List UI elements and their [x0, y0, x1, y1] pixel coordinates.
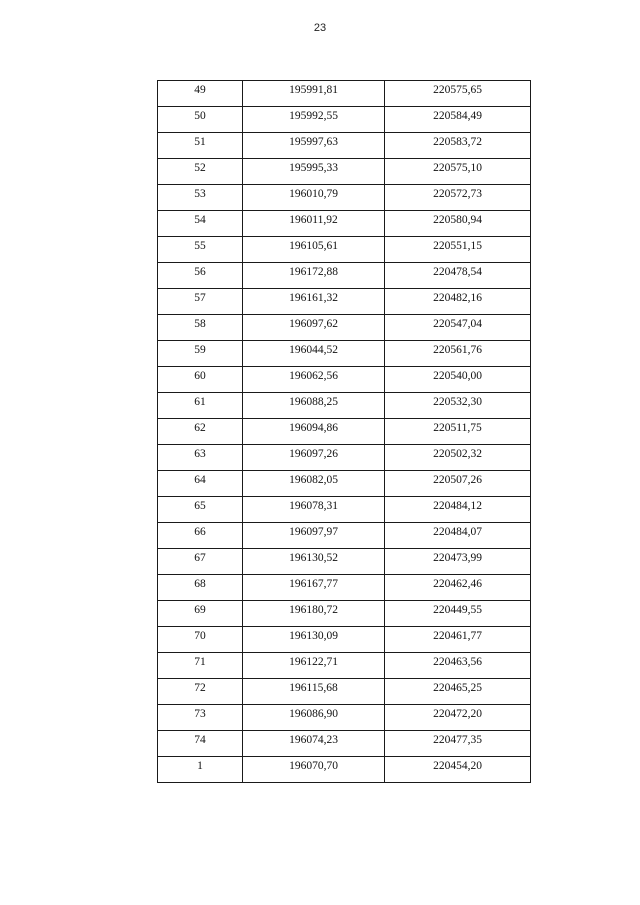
- table-row: [158, 757, 531, 783]
- y-coordinate-cell: 220583,72: [385, 133, 531, 159]
- y-coordinate-cell: 220532,30: [385, 393, 531, 419]
- table-row: [158, 497, 531, 523]
- coordinates-table-body: [158, 81, 531, 783]
- x-coordinate-cell: 195992,55: [243, 107, 385, 133]
- x-coordinate-cell: 196074,23: [243, 731, 385, 757]
- point-number-cell: 69: [158, 601, 243, 627]
- table-row: [158, 575, 531, 601]
- y-coordinate-cell: 220484,12: [385, 497, 531, 523]
- y-coordinate-cell: 220575,65: [385, 81, 531, 107]
- table-row: [158, 627, 531, 653]
- table-row: [158, 341, 531, 367]
- x-coordinate-cell: 195997,63: [243, 133, 385, 159]
- page-number: 23: [313, 22, 327, 34]
- y-coordinate-cell: 220547,04: [385, 315, 531, 341]
- point-number-cell: 50: [158, 107, 243, 133]
- y-coordinate-cell: 220551,15: [385, 237, 531, 263]
- point-number-cell: 73: [158, 705, 243, 731]
- point-number-cell: 64: [158, 471, 243, 497]
- table-row: [158, 549, 531, 575]
- table-row: [158, 185, 531, 211]
- y-coordinate-cell: 220482,16: [385, 289, 531, 315]
- y-coordinate-cell: 220572,73: [385, 185, 531, 211]
- x-coordinate-cell: 196062,56: [243, 367, 385, 393]
- y-coordinate-cell: 220507,26: [385, 471, 531, 497]
- x-coordinate-cell: 196172,88: [243, 263, 385, 289]
- x-coordinate-cell: 196094,86: [243, 419, 385, 445]
- y-coordinate-cell: 220449,55: [385, 601, 531, 627]
- x-coordinate-cell: 196082,05: [243, 471, 385, 497]
- point-number-cell: 72: [158, 679, 243, 705]
- table-row: [158, 653, 531, 679]
- table-row: [158, 289, 531, 315]
- table-row: [158, 731, 531, 757]
- x-coordinate-cell: 196161,32: [243, 289, 385, 315]
- point-number-cell: 53: [158, 185, 243, 211]
- table-row: [158, 679, 531, 705]
- point-number-cell: 67: [158, 549, 243, 575]
- x-coordinate-cell: 196070,70: [243, 757, 385, 783]
- x-coordinate-cell: 196097,62: [243, 315, 385, 341]
- table-row: [158, 393, 531, 419]
- point-number-cell: 55: [158, 237, 243, 263]
- table-row: [158, 211, 531, 237]
- table-row: [158, 419, 531, 445]
- table-row: [158, 315, 531, 341]
- x-coordinate-cell: 196130,52: [243, 549, 385, 575]
- x-coordinate-cell: 196105,61: [243, 237, 385, 263]
- x-coordinate-cell: 196115,68: [243, 679, 385, 705]
- point-number-cell: 59: [158, 341, 243, 367]
- point-number-cell: 62: [158, 419, 243, 445]
- y-coordinate-cell: 220511,75: [385, 419, 531, 445]
- y-coordinate-cell: 220575,10: [385, 159, 531, 185]
- point-number-cell: 71: [158, 653, 243, 679]
- y-coordinate-cell: 220454,20: [385, 757, 531, 783]
- y-coordinate-cell: 220462,46: [385, 575, 531, 601]
- y-coordinate-cell: 220465,25: [385, 679, 531, 705]
- coordinates-table: [157, 80, 531, 783]
- x-coordinate-cell: 196011,92: [243, 211, 385, 237]
- point-number-cell: 56: [158, 263, 243, 289]
- y-coordinate-cell: 220472,20: [385, 705, 531, 731]
- point-number-cell: 70: [158, 627, 243, 653]
- table-row: [158, 601, 531, 627]
- point-number-cell: 51: [158, 133, 243, 159]
- table-row: [158, 107, 531, 133]
- table-row: [158, 133, 531, 159]
- table-row: [158, 159, 531, 185]
- y-coordinate-cell: 220484,07: [385, 523, 531, 549]
- point-number-cell: 74: [158, 731, 243, 757]
- point-number-cell: 1: [158, 757, 243, 783]
- point-number-cell: 61: [158, 393, 243, 419]
- point-number-cell: 65: [158, 497, 243, 523]
- table-row: [158, 445, 531, 471]
- x-coordinate-cell: 195995,33: [243, 159, 385, 185]
- point-number-cell: 54: [158, 211, 243, 237]
- table-row: [158, 523, 531, 549]
- point-number-cell: 66: [158, 523, 243, 549]
- y-coordinate-cell: 220580,94: [385, 211, 531, 237]
- x-coordinate-cell: 196078,31: [243, 497, 385, 523]
- x-coordinate-cell: 196044,52: [243, 341, 385, 367]
- x-coordinate-cell: 196180,72: [243, 601, 385, 627]
- table-row: [158, 367, 531, 393]
- table-row: [158, 263, 531, 289]
- point-number-cell: 68: [158, 575, 243, 601]
- x-coordinate-cell: 196167,77: [243, 575, 385, 601]
- x-coordinate-cell: 196088,25: [243, 393, 385, 419]
- table-row: [158, 705, 531, 731]
- y-coordinate-cell: 220477,35: [385, 731, 531, 757]
- x-coordinate-cell: 196097,26: [243, 445, 385, 471]
- y-coordinate-cell: 220584,49: [385, 107, 531, 133]
- point-number-cell: 52: [158, 159, 243, 185]
- x-coordinate-cell: 196097,97: [243, 523, 385, 549]
- y-coordinate-cell: 220540,00: [385, 367, 531, 393]
- x-coordinate-cell: 196130,09: [243, 627, 385, 653]
- table-row: [158, 237, 531, 263]
- y-coordinate-cell: 220502,32: [385, 445, 531, 471]
- point-number-cell: 57: [158, 289, 243, 315]
- point-number-cell: 49: [158, 81, 243, 107]
- table-row: [158, 81, 531, 107]
- point-number-cell: 60: [158, 367, 243, 393]
- point-number-cell: 63: [158, 445, 243, 471]
- y-coordinate-cell: 220463,56: [385, 653, 531, 679]
- y-coordinate-cell: 220478,54: [385, 263, 531, 289]
- point-number-cell: 58: [158, 315, 243, 341]
- y-coordinate-cell: 220461,77: [385, 627, 531, 653]
- x-coordinate-cell: 196086,90: [243, 705, 385, 731]
- x-coordinate-cell: 196010,79: [243, 185, 385, 211]
- x-coordinate-cell: 196122,71: [243, 653, 385, 679]
- y-coordinate-cell: 220561,76: [385, 341, 531, 367]
- table-row: [158, 471, 531, 497]
- x-coordinate-cell: 195991,81: [243, 81, 385, 107]
- y-coordinate-cell: 220473,99: [385, 549, 531, 575]
